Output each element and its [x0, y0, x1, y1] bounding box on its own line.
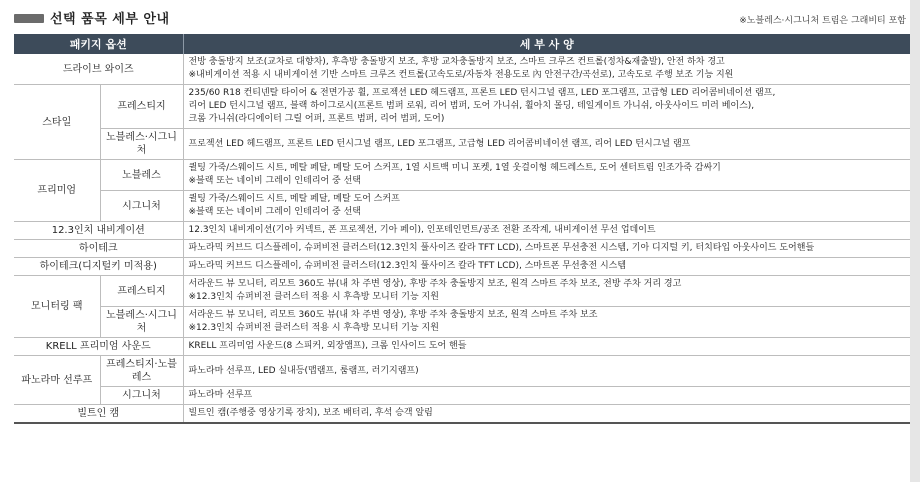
- detail-line: 파노라믹 커브드 디스플레이, 슈퍼비전 클러스터(12.3인치 풀사이즈 칼라 TFT LCD), 스마트폰 무선충전 시스템: [188, 261, 627, 271]
- table-row: [14, 338, 910, 356]
- header-detail-spec: 세 부 사 양: [183, 34, 910, 54]
- detail-cell: [183, 405, 910, 424]
- table-row: [14, 307, 910, 338]
- detail-cell: [183, 356, 910, 387]
- detail-line: 서라운드 뷰 모니터, 리모트 360도 뷰(내 차 주변 영상), 후방 주차 충돌방지 보조, 원격 스마트 주차 보조: [188, 310, 598, 320]
- detail-line: 전방 충돌방지 보조(교차로 대향차), 후측방 충돌방지 보조, 후방 교차충돌방지 보조, 스마트 크루즈 컨트롤(정차&재출발), 안전 하차 경고: [188, 57, 725, 67]
- detail-cell: [183, 240, 910, 258]
- package-name: 하이테크: [14, 240, 183, 258]
- detail-cell: [183, 129, 910, 160]
- table-row: [14, 54, 910, 85]
- section-header: [14, 6, 910, 30]
- detail-note: ※12.3인치 슈퍼비전 클러스터 적용 시 후측방 모니터 기능 지원: [188, 323, 439, 333]
- table-row: [14, 222, 910, 240]
- trim-note: ※노블레스·시그니처 트림은 그래비티 포함: [739, 16, 906, 26]
- detail-line: 리어 LED 턴시그널 램프, 블랙 하이그로시(프론트 범퍼 로워, 리어 범퍼, 도어 가니쉬, 휠아치 몰딩, 테일게이트 가니쉬, 아웃사이드 미러 베이스),: [188, 101, 755, 111]
- package-name: KRELL 프리미엄 사운드: [14, 338, 183, 356]
- detail-cell: [183, 307, 910, 338]
- table-row: [14, 387, 910, 405]
- detail-cell: [183, 85, 910, 129]
- detail-line: 파노라마 선루프, LED 실내등(맵램프, 룸램프, 러기지램프): [188, 365, 419, 376]
- trim-name: 프레스티지: [100, 276, 183, 307]
- header-package-option: 패키지 옵션: [14, 34, 183, 54]
- trim-name: 노블레스: [100, 160, 183, 191]
- detail-line: 퀼팅 가죽/스웨이드 시트, 메탈 페달, 메탈 도어 스커프, 1열 시트백 미니 포켓, 1열 웃걸이형 헤드레스트, 도어 센터트림 인조가죽 감싸기: [188, 163, 721, 173]
- package-name: 하이테크(디지털키 미적용): [14, 258, 183, 276]
- detail-cell: [183, 387, 910, 405]
- package-name: 스타일: [14, 85, 100, 160]
- trim-name: 시그니처: [100, 191, 183, 222]
- package-name: 빌트인 캠: [14, 405, 183, 424]
- trim-name: 노블레스·시그니처: [100, 129, 183, 160]
- table-row: [14, 240, 910, 258]
- table-row: [14, 160, 910, 191]
- detail-line: 서라운드 뷰 모니터, 리모트 360도 뷰(내 차 주변 영상), 후방 주차 충돌방지 보조, 원격 스마트 주차 보조, 전방 주차 거리 경고: [188, 279, 682, 289]
- trim-name: 시그니처: [100, 387, 183, 405]
- detail-cell: [183, 222, 910, 240]
- table-header-row: [14, 34, 910, 54]
- page-edge-shade: [910, 0, 920, 482]
- package-name: 모니터링 팩: [14, 276, 100, 338]
- package-name: 파노라마 선루프: [14, 356, 100, 405]
- table-row: [14, 356, 910, 387]
- package-name: 드라이브 와이즈: [14, 54, 183, 85]
- title-bar-icon: [14, 14, 44, 23]
- detail-line: KRELL 프리미엄 사운드(8 스피커, 외장앰프), 크롬 인사이드 도어 핸들: [188, 341, 467, 351]
- detail-cell: [183, 258, 910, 276]
- detail-line: 파노라믹 커브드 디스플레이, 슈퍼비전 클러스터(12.3인치 풀사이즈 칼라 TFT LCD), 스마트폰 무선충전 시스템, 기아 디지털 키, 터치타입 아웃사이드 도어핸들: [188, 243, 815, 253]
- detail-line: 12.3인치 내비게이션(기아 커넥트, 폰 프로젝션, 기아 페이), 인포테인먼트/공조 전환 조작계, 내비게이션 무선 업데이트: [188, 225, 656, 235]
- detail-note: ※12.3인치 슈퍼비전 클러스터 적용 시 후측방 모니터 기능 지원: [188, 292, 439, 302]
- table-row: [14, 85, 910, 129]
- trim-name: 노블레스·시그니처: [100, 307, 183, 338]
- package-name: 12.3인치 내비게이션: [14, 222, 183, 240]
- detail-cell: [183, 191, 910, 222]
- detail-note: ※블랙 또는 네이비 그레이 인테리어 중 선택: [188, 176, 362, 186]
- detail-note: ※블랙 또는 네이비 그레이 인테리어 중 선택: [188, 207, 362, 217]
- detail-line: 프로젝션 LED 헤드램프, 프론트 LED 턴시그널 램프, LED 포그램프, 고급형 LED 리어콤비네이션 램프, 리어 LED 턴시그널 램프: [188, 138, 691, 149]
- detail-line: 퀼팅 가죽/스웨이드 시트, 메탈 페달, 메탈 도어 스커프: [188, 194, 400, 204]
- detail-cell: [183, 276, 910, 307]
- table-row: [14, 191, 910, 222]
- detail-line: 빌트인 캠(주행중 영상기록 장치), 보조 배터리, 후석 승객 알림: [188, 408, 433, 418]
- table-row: [14, 276, 910, 307]
- detail-note: ※내비게이션 적용 시 내비게이션 기반 스마트 크루즈 컨트롤(고속도로/자동차 전용도로 內 안전구간/곡선로), 고속도로 주행 보조 기능 지원: [188, 70, 734, 80]
- table-row: [14, 129, 910, 160]
- option-spec-table: [14, 34, 910, 424]
- detail-line: 235/60 R18 컨티넨탈 타이어 & 전면가공 휠, 프로젝션 LED 헤드램프, 프론트 LED 턴시그널 램프, LED 포그램프, 고급형 LED 리어콤비네이션 램프,: [188, 88, 776, 98]
- detail-cell: [183, 160, 910, 191]
- detail-line: 크롬 가니쉬(라디에이터 그릴 어퍼, 프론트 범퍼, 리어 범퍼, 도어): [188, 114, 445, 124]
- detail-cell: [183, 338, 910, 356]
- table-row: [14, 405, 910, 424]
- package-name: 프리미엄: [14, 160, 100, 222]
- trim-name: 프레스티지·노블레스: [100, 356, 183, 387]
- trim-name: 프레스티지: [100, 85, 183, 129]
- detail-line: 파노라마 선루프: [188, 390, 253, 400]
- detail-cell: [183, 54, 910, 85]
- table-row: [14, 258, 910, 276]
- section-title: 선택 품목 세부 안내: [50, 12, 170, 27]
